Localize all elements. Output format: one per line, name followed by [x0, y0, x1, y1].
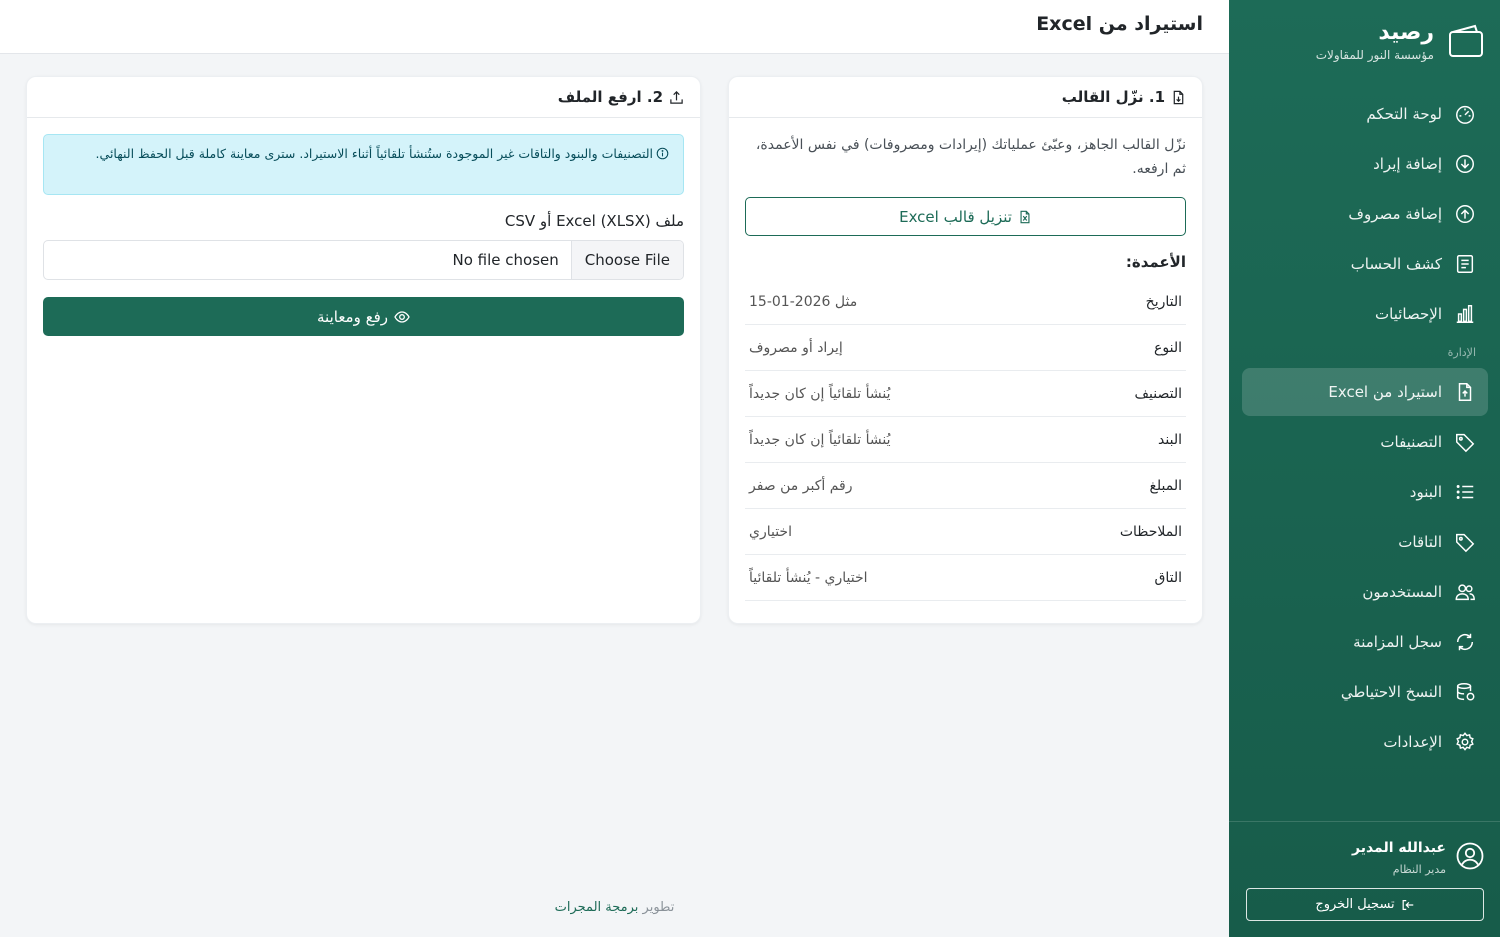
sidebar-item-label: كشف الحساب: [1350, 255, 1442, 273]
user-name: عبدالله المدير: [1352, 840, 1446, 856]
top-bar: [0, 0, 1229, 54]
file-label: ملف Excel (XLSX) أو CSV: [504, 212, 684, 230]
sidebar-item-dashboard[interactable]: [1242, 90, 1488, 138]
column-name: البند: [1158, 431, 1182, 448]
arrow-up-circle-icon: [1454, 203, 1476, 225]
sidebar-item-settings[interactable]: [1242, 718, 1488, 766]
upload-preview-button[interactable]: [43, 297, 684, 336]
avatar-icon[interactable]: [1456, 842, 1484, 870]
logout-label: تسجيل الخروج: [1315, 897, 1395, 912]
template-card-title: 1. نزّل القالب: [1061, 88, 1165, 106]
upload-card-title: 2. ارفع الملف: [557, 88, 663, 106]
sidebar-item-statement[interactable]: [1242, 240, 1488, 288]
sidebar-item-sync-log[interactable]: [1242, 618, 1488, 666]
wallet-icon: [1448, 24, 1484, 58]
tag-icon: [1454, 531, 1476, 553]
sidebar-item-items[interactable]: [1242, 468, 1488, 516]
list-icon: [1454, 481, 1476, 503]
upload-preview-label: رفع ومعاينة: [317, 307, 388, 326]
info-icon: [656, 147, 669, 160]
info-alert-text: التصنيفات والبنود والتاقات غير الموجودة ستُنشأ تلقائياً أثناء الاستيراد. سترى معاينة كاملة قبل الحفظ النهائي.: [95, 146, 653, 161]
arrow-down-circle-icon: [1454, 153, 1476, 175]
sidebar-item-label: إضافة إيراد: [1373, 155, 1442, 173]
brand-title: رصيد: [1378, 20, 1434, 45]
file-upload-icon: [1454, 381, 1476, 403]
column-name: التاريخ: [1145, 293, 1182, 310]
sidebar-item-label: الإعدادات: [1383, 733, 1442, 751]
template-card-header: [729, 77, 1202, 118]
download-template-label: تنزيل قالب Excel: [899, 207, 1012, 226]
column-description: مثل 2026-01-15: [749, 293, 858, 310]
page-footer: [0, 900, 1229, 920]
file-download-icon: [1171, 90, 1186, 105]
sidebar-nav: [1242, 90, 1488, 768]
sidebar-item-label: لوحة التحكم: [1366, 105, 1442, 123]
database-icon: [1454, 681, 1476, 703]
upload-card: [26, 76, 701, 624]
footer-link[interactable]: برمجة المجرات: [554, 900, 639, 915]
sidebar-item-label: التاقات: [1398, 533, 1442, 551]
column-name: التاق: [1154, 569, 1182, 586]
file-input[interactable]: [43, 240, 684, 280]
brand-subtitle: مؤسسة النور للمقاولات: [1315, 48, 1434, 62]
sidebar-item-statistics[interactable]: [1242, 290, 1488, 338]
column-description: يُنشأ تلقائياً إن كان جديداً: [749, 385, 891, 402]
choose-file-button[interactable]: Choose File: [571, 241, 683, 279]
file-status: No file chosen: [452, 251, 559, 269]
tag-icon: [1454, 431, 1476, 453]
columns-title: الأعمدة:: [1125, 253, 1186, 271]
sidebar-item-add-income[interactable]: [1242, 140, 1488, 188]
table-row: [745, 417, 1186, 463]
table-row: [745, 279, 1186, 325]
sidebar-item-label: إضافة مصروف: [1348, 205, 1442, 223]
eye-icon: [394, 309, 410, 325]
sidebar-user-panel: [1229, 821, 1500, 937]
upload-card-header: [27, 77, 700, 118]
column-name: التصنيف: [1134, 385, 1182, 402]
sidebar: [1229, 0, 1500, 937]
sidebar-item-label: استيراد من Excel: [1328, 383, 1442, 401]
column-description: اختياري - يُنشأ تلقائياً: [749, 569, 868, 586]
column-name: النوع: [1154, 339, 1182, 356]
excel-file-icon: [1018, 210, 1032, 224]
user-role: مدير النظام: [1392, 863, 1446, 876]
logout-button[interactable]: [1246, 888, 1484, 921]
sidebar-item-label: الإحصائيات: [1375, 305, 1442, 323]
template-card: [728, 76, 1203, 624]
columns-table: [745, 279, 1186, 601]
ledger-icon: [1454, 253, 1476, 275]
sidebar-item-import-excel[interactable]: [1242, 368, 1488, 416]
column-description: إيراد أو مصروف: [749, 339, 843, 356]
column-description: يُنشأ تلقائياً إن كان جديداً: [749, 431, 891, 448]
sidebar-item-label: التصنيفات: [1380, 433, 1442, 451]
sidebar-item-label: البنود: [1409, 483, 1442, 501]
column-description: رقم أكبر من صفر: [749, 477, 853, 494]
column-name: المبلغ: [1149, 477, 1182, 494]
column-description: اختياري: [749, 523, 792, 540]
logout-icon: [1401, 898, 1415, 912]
table-row: [745, 555, 1186, 601]
footer-prefix: تطوير: [642, 900, 675, 915]
table-row: [745, 509, 1186, 555]
sync-icon: [1454, 631, 1476, 653]
gauge-icon: [1454, 103, 1476, 125]
gear-icon: [1454, 731, 1476, 753]
info-alert: [43, 134, 684, 195]
table-row: [745, 325, 1186, 371]
sidebar-section-admin: الإدارة: [1447, 346, 1476, 359]
sidebar-item-categories[interactable]: [1242, 418, 1488, 466]
page-title: استيراد من Excel: [1036, 13, 1203, 35]
bar-chart-icon: [1454, 303, 1476, 325]
sidebar-item-backup[interactable]: [1242, 668, 1488, 716]
sidebar-item-label: النسخ الاحتياطي: [1340, 683, 1442, 701]
sidebar-item-users[interactable]: [1242, 568, 1488, 616]
brand[interactable]: [1245, 18, 1484, 68]
download-template-button[interactable]: [745, 197, 1186, 236]
column-name: الملاحظات: [1119, 523, 1182, 540]
sidebar-item-label: سجل المزامنة: [1353, 633, 1442, 651]
sidebar-item-add-expense[interactable]: [1242, 190, 1488, 238]
upload-icon: [669, 90, 684, 105]
template-description: نزّل القالب الجاهز، وعبّئ عملياتك (إيرادات ومصروفات) في نفس الأعمدة، ثم ارفعه.: [755, 137, 1186, 177]
sidebar-item-label: المستخدمون: [1362, 583, 1442, 601]
sidebar-item-tags[interactable]: [1242, 518, 1488, 566]
table-row: [745, 371, 1186, 417]
table-row: [745, 463, 1186, 509]
users-icon: [1454, 581, 1476, 603]
